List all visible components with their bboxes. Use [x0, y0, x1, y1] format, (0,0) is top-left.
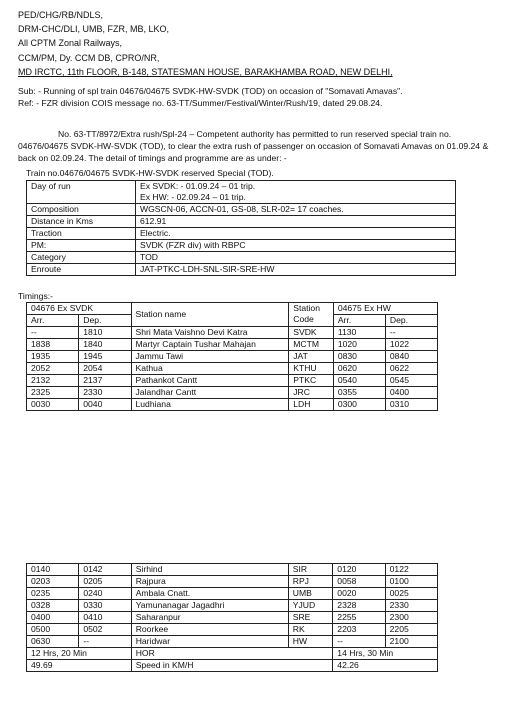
table-header-row: Arr. Dep. Arr. Dep.: [27, 315, 438, 327]
table-cell: 2328: [333, 600, 385, 612]
table-row: Composition WGSCN-06, ACCN-01, GS-08, SLR-02= 17 coaches.: [27, 204, 456, 216]
table-cell: 0355: [333, 387, 385, 399]
table-cell: 0020: [333, 588, 385, 600]
table-cell: --: [27, 327, 79, 339]
table-cell: Sirhind: [131, 564, 288, 576]
table-cell: 1022: [385, 339, 437, 351]
table-cell: JAT: [289, 351, 334, 363]
table-row: Distance in Kms 612.91: [27, 216, 456, 228]
table-cell: YJUD: [288, 600, 333, 612]
table-cell: RK: [288, 624, 333, 636]
table-cell: 0122: [385, 564, 437, 576]
table-row: [27, 363, 438, 375]
table-row: [27, 624, 438, 636]
table-cell: SRE: [288, 612, 333, 624]
table-cell: Kathua: [131, 363, 289, 375]
table-cell: 2330: [79, 387, 131, 399]
table-cell: MCTM: [289, 339, 334, 351]
table-cell: 0120: [333, 564, 385, 576]
speed-row: 49.69 Speed in KM/H 42.26: [27, 660, 438, 672]
info-table: [26, 180, 456, 276]
table-cell: Saharanpur: [131, 612, 288, 624]
table-cell: 0058: [333, 576, 385, 588]
table-cell: 0620: [333, 363, 385, 375]
table-cell: 0040: [79, 399, 131, 411]
table-cell: PTKC: [289, 375, 334, 387]
table-row: [27, 399, 438, 411]
table-row: [27, 339, 438, 351]
table-cell: 2054: [79, 363, 131, 375]
table-header-row: 04676 Ex SVDK Station name Station Code 04675 Ex HW: [27, 303, 438, 315]
table-cell: 0622: [385, 363, 437, 375]
table-cell: 0030: [27, 399, 79, 411]
table-cell: 0630: [27, 636, 79, 648]
table-cell: 2255: [333, 612, 385, 624]
address-line: All CPTM Zonal Railways,: [18, 38, 123, 49]
table-cell: 1020: [333, 339, 385, 351]
table-cell: RPJ: [288, 576, 333, 588]
reference-line: Ref: - FZR division COIS message no. 63-TT/Summer/Festival/Winter/Rush/19, dated 29.08.24.: [18, 98, 383, 108]
table-cell: Jammu Tawi: [131, 351, 289, 363]
table-cell: Rajpura: [131, 576, 288, 588]
table-row: [27, 588, 438, 600]
timings-title: Timings:-: [18, 291, 54, 301]
address-line: DRM-CHC/DLI, UMB, FZR, MB, LKO,: [18, 24, 170, 35]
table-cell: Martyr Captain Tushar Mahajan: [131, 339, 289, 351]
train-line: Train no.04676/04675 SVDK-HW-SVDK reserved Special (TOD).: [26, 168, 274, 178]
table-row: PM: SVDK (FZR div) with RBPC: [27, 240, 456, 252]
table-cell: 0540: [333, 375, 385, 387]
timing-table-2: [26, 563, 438, 672]
table-cell: 0840: [385, 351, 437, 363]
table-cell: --: [333, 636, 385, 648]
table-cell: 1945: [79, 351, 131, 363]
table-cell: 0330: [79, 600, 131, 612]
table-cell: 0235: [27, 588, 79, 600]
table-cell: Roorkee: [131, 624, 288, 636]
table-cell: 0140: [27, 564, 79, 576]
table-cell: Shri Mata Vaishno Devi Katra: [131, 327, 289, 339]
table-cell: 0545: [385, 375, 437, 387]
table-cell: 0830: [333, 351, 385, 363]
table-row: Traction Electric.: [27, 228, 456, 240]
hor-row: 12 Hrs, 20 Min HOR 14 Hrs, 30 Min: [27, 648, 438, 660]
table-cell: KTHU: [289, 363, 334, 375]
table-cell: 0142: [79, 564, 131, 576]
table-cell: 0205: [79, 576, 131, 588]
address-line: CCM/PM, Dy. CCM DB, CPRO/NR,: [18, 52, 160, 63]
table-cell: 0328: [27, 600, 79, 612]
table-cell: Pathankot Cantt: [131, 375, 289, 387]
table-cell: 1130: [333, 327, 385, 339]
table-cell: Jalandhar Cantt: [131, 387, 289, 399]
table-cell: LDH: [289, 399, 334, 411]
table-cell: 1810: [79, 327, 131, 339]
table-cell: 0502: [79, 624, 131, 636]
table-cell: Ambala Cnatt.: [131, 588, 288, 600]
table-cell: Yamunanagar Jagadhri: [131, 600, 288, 612]
table-cell: 2132: [27, 375, 79, 387]
body-paragraph: No. 63-TT/8972/Extra rush/Spl-24 – Competent authority has permitted to run reserved special train no. 04676/04675 SVDK-HW-SVDK (TOD), to clear the extra rush of passenger on occasion of Somavati Amavas on 01.09.24 & back on 02.09.24. The detail of timings and programme are as under: -: [18, 129, 489, 163]
table-cell: 0400: [27, 612, 79, 624]
table-cell: 2330: [385, 600, 437, 612]
table-cell: 0500: [27, 624, 79, 636]
table-cell: 2100: [385, 636, 437, 648]
table-row: Enroute JAT-PTKC-LDH-SNL-SIR-SRE-HW: [27, 264, 456, 276]
table-cell: HW: [288, 636, 333, 648]
table-row: Category TOD: [27, 252, 456, 264]
table-cell: 2052: [27, 363, 79, 375]
table-cell: SIR: [288, 564, 333, 576]
table-cell: 2137: [79, 375, 131, 387]
timing-table-1: [26, 302, 438, 411]
table-cell: SVDK: [289, 327, 334, 339]
address-line: MD IRCTC, 11th FLOOR, B-148, STATESMAN HOUSE, BARAKHAMBA ROAD, NEW DELHI,: [18, 66, 393, 77]
table-row: [27, 387, 438, 399]
table-cell: 0300: [333, 399, 385, 411]
table-row: [27, 576, 438, 588]
table-row: [27, 636, 438, 648]
table-cell: 0400: [385, 387, 437, 399]
table-row: [27, 564, 438, 576]
table-cell: --: [79, 636, 131, 648]
table-row: [27, 612, 438, 624]
address-line: PED/CHG/RB/NDLS,: [18, 10, 104, 20]
table-row: [27, 600, 438, 612]
table-cell: 1935: [27, 351, 79, 363]
table-row: [27, 327, 438, 339]
table-cell: 1838: [27, 339, 79, 351]
table-cell: 1840: [79, 339, 131, 351]
table-cell: 2300: [385, 612, 437, 624]
table-cell: JRC: [289, 387, 334, 399]
table-cell: 0310: [385, 399, 437, 411]
table-cell: 0025: [385, 588, 437, 600]
subject-reference: [18, 85, 403, 109]
table-cell: Haridwar: [131, 636, 288, 648]
subject-line: Sub: - Running of spl train 04676/04675 SVDK-HW-SVDK (TOD) on occasion of "Somavati Amavas".: [18, 86, 403, 96]
table-cell: 0203: [27, 576, 79, 588]
table-row: Day of run Ex SVDK: - 01.09.24 – 01 trip. Ex HW: - 02.09.24 – 01 trip.: [27, 181, 456, 204]
table-cell: 2203: [333, 624, 385, 636]
table-cell: 2325: [27, 387, 79, 399]
table-cell: UMB: [288, 588, 333, 600]
table-cell: 0240: [79, 588, 131, 600]
address-block: [18, 8, 393, 79]
table-row: [27, 375, 438, 387]
table-cell: 2205: [385, 624, 437, 636]
table-cell: Ludhiana: [131, 399, 289, 411]
table-row: [27, 351, 438, 363]
table-cell: 0100: [385, 576, 437, 588]
table-cell: 0410: [79, 612, 131, 624]
table-cell: --: [385, 327, 437, 339]
